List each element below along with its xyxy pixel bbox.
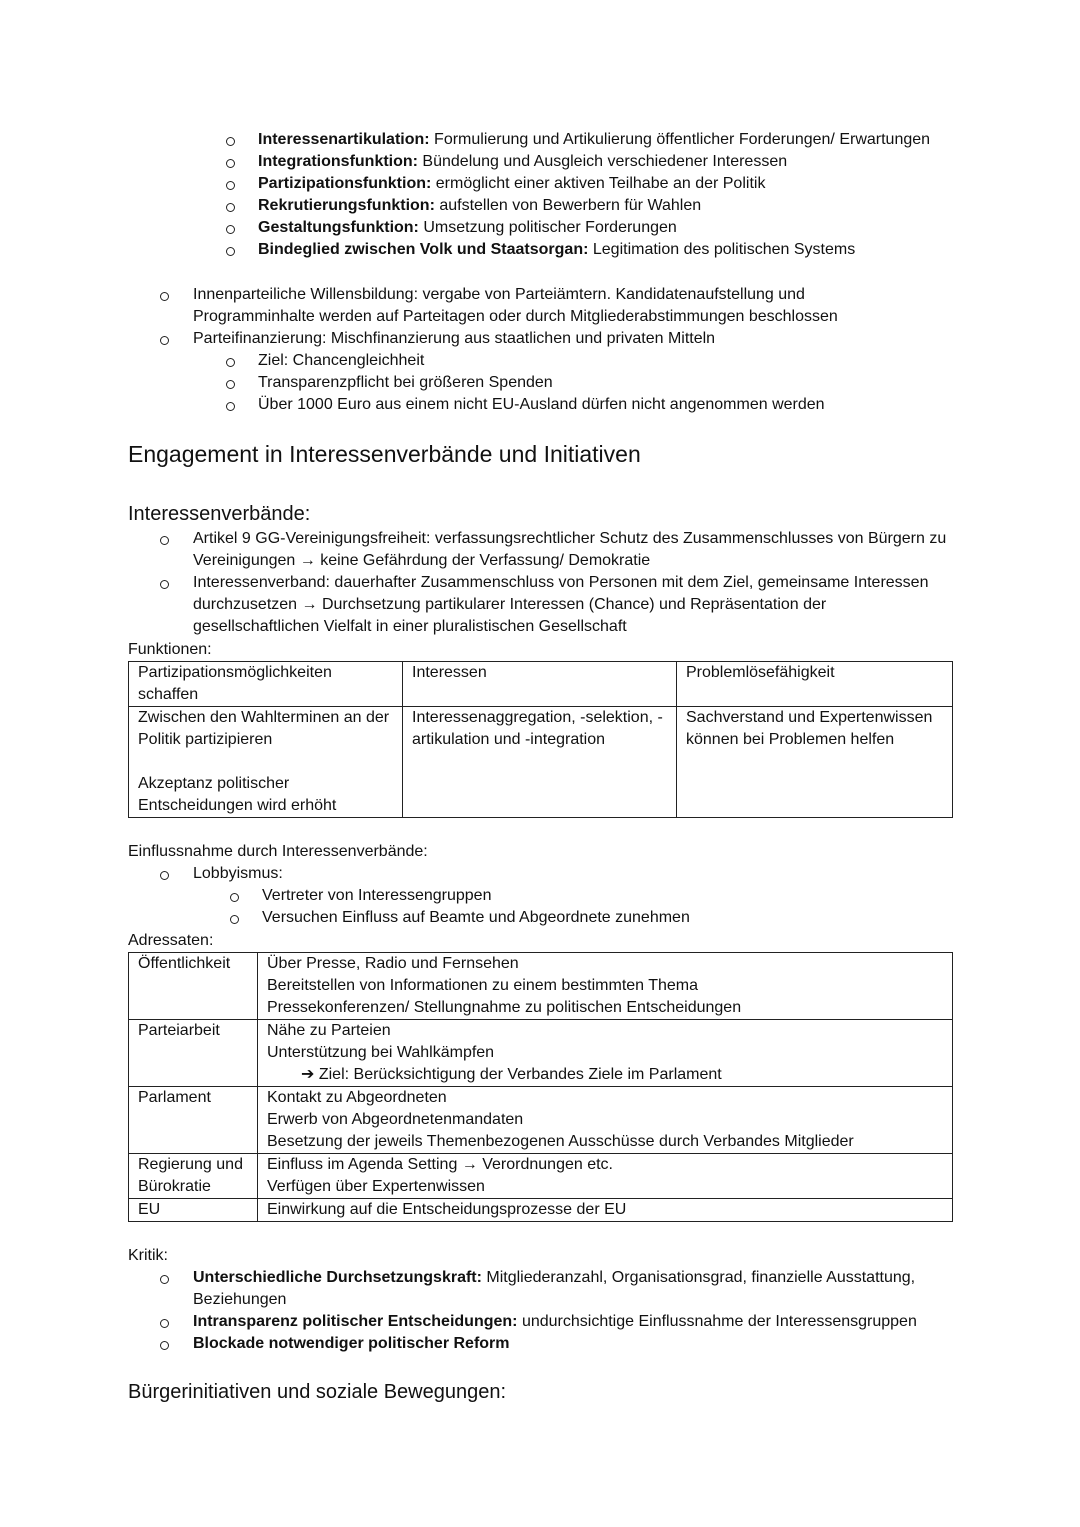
- list-item: Ziel: Chancengleichheit: [258, 350, 883, 372]
- kritik-list: [193, 1267, 953, 1355]
- list-item: Partizipationsfunktion: ermöglicht einer aktiven Teilhabe an der Politik: [258, 173, 958, 195]
- adressaten-table: [128, 952, 953, 1222]
- table-row: [129, 1199, 953, 1222]
- party-details-list: [193, 284, 883, 416]
- list-item: Unterschiedliche Durchsetzungskraft: Mitgliederanzahl, Organisationsgrad, finanzielle Ausstattung, Beziehungen: [193, 1267, 953, 1311]
- kritik-label: Kritik:: [128, 1247, 168, 1264]
- list-item: Blockade notwendiger politischer Reform: [193, 1333, 953, 1355]
- list-item: Über 1000 Euro aus einem nicht EU-Ausland dürfen nicht angenommen werden: [258, 394, 883, 416]
- table-cell: Parlament: [129, 1087, 258, 1154]
- bullet-icon: [230, 893, 239, 902]
- table-cell: Sachverstand und Expertenwissen können bei Problemen helfen: [677, 707, 953, 818]
- bullet-icon: [160, 536, 169, 545]
- list-item: Interessenartikulation: Formulierung und Artikulierung öffentlicher Forderungen/ Erwartungen: [258, 129, 958, 151]
- bullet-icon: [226, 203, 235, 212]
- bullet-icon: [160, 580, 169, 589]
- table-cell: Problemlösefähigkeit: [677, 662, 953, 707]
- bullet-icon: [160, 1275, 169, 1284]
- list-item: Intransparenz politischer Entscheidungen: undurchsichtige Einflussnahme der Interessensgruppen: [193, 1311, 953, 1333]
- table-row: [129, 1154, 953, 1199]
- section-title: Engagement in Interessenverbände und Initiativen: [128, 441, 641, 467]
- einfluss-label: Einflussnahme durch Interessenverbände:: [128, 843, 428, 860]
- list-item: Innenparteiliche Willensbildung: vergabe von Parteiämtern. Kandidatenaufstellung und Programminhalte werden auf Parteitagen oder durch Mitgliederabstimmungen beschlossen: [193, 284, 883, 328]
- table-cell: Öffentlichkeit: [129, 953, 258, 1020]
- bullet-icon: [160, 336, 169, 345]
- table-cell: Nähe zu Parteien Unterstützung bei Wahlkämpfen ➔ Ziel: Berücksichtigung der Verbandes Ziele im Parlament: [258, 1020, 953, 1087]
- list-item: Rekrutierungsfunktion: aufstellen von Bewerbern für Wahlen: [258, 195, 958, 217]
- table-cell: Interessen: [403, 662, 677, 707]
- table-row: [129, 953, 953, 1020]
- table-cell: EU: [129, 1199, 258, 1222]
- list-item: Vertreter von Interessengruppen: [262, 885, 953, 907]
- table-cell: Regierung und Bürokratie: [129, 1154, 258, 1199]
- list-item: Gestaltungsfunktion: Umsetzung politischer Forderungen: [258, 217, 958, 239]
- list-item: Transparenzpflicht bei größeren Spenden: [258, 372, 883, 394]
- table-row: [129, 1020, 953, 1087]
- table-cell: Interessenaggregation, -selektion, -artikulation und -integration: [403, 707, 677, 818]
- table-cell: Einfluss im Agenda Setting → Verordnungen etc. Verfügen über Expertenwissen: [258, 1154, 953, 1199]
- bullet-icon: [226, 159, 235, 168]
- bullet-icon: [230, 915, 239, 924]
- einfluss-list: [193, 863, 953, 929]
- table-cell: Parteiarbeit: [129, 1020, 258, 1087]
- subsection-heading: Interessenverbände:: [128, 503, 311, 525]
- verbaende-list: [193, 528, 953, 638]
- party-functions-list: [258, 129, 958, 261]
- bullet-icon: [226, 181, 235, 190]
- bullet-icon: [160, 292, 169, 301]
- subsection-heading: Bürgerinitiativen und soziale Bewegungen:: [128, 1381, 507, 1403]
- bullet-icon: [226, 402, 235, 411]
- bullet-icon: [226, 380, 235, 389]
- list-item: Bindeglied zwischen Volk und Staatsorgan: Legitimation des politischen Systems: [258, 239, 958, 261]
- bullet-icon: [160, 1341, 169, 1350]
- funktionen-table: [128, 661, 953, 818]
- arrow-right-icon: →: [301, 596, 318, 613]
- table-cell: Zwischen den Wahlterminen an der Politik partizipieren Akzeptanz politischer Entscheidungen wird erhöht: [129, 707, 403, 818]
- list-item: Versuchen Einfluss auf Beamte und Abgeordnete zunehmen: [262, 907, 953, 929]
- table-cell: Partizipationsmöglichkeiten schaffen: [129, 662, 403, 707]
- bullet-icon: [226, 247, 235, 256]
- financing-sublist: [193, 350, 883, 416]
- table-cell: Kontakt zu Abgeordneten Erwerb von Abgeordnetenmandaten Besetzung der jeweils Themenbezogenen Ausschüsse durch Verbandes Mitglieder: [258, 1087, 953, 1154]
- list-item: Lobbyismus: Vertreter von Interessengruppen Versuchen Einfluss auf Beamte und Abgeordnete zunehmen: [193, 863, 953, 929]
- table-row: [129, 1087, 953, 1154]
- bullet-icon: [226, 358, 235, 367]
- bullet-icon: [160, 1319, 169, 1328]
- bullet-icon: [160, 871, 169, 880]
- list-item: Integrationsfunktion: Bündelung und Ausgleich verschiedener Interessen: [258, 151, 958, 173]
- lobbyismus-sublist: [193, 885, 953, 929]
- table-row: [129, 707, 953, 818]
- arrow-right-icon: →: [461, 1156, 478, 1173]
- list-item: Interessenverband: dauerhafter Zusammenschluss von Personen mit dem Ziel, gemeinsame Interessen durchzusetzen → Durchsetzung partikularer Interessen (Chance) und Repräsentation der gesellschaftlichen Vielfalt in einer pluralistischen Gesellschaft: [193, 572, 953, 638]
- table-header-row: [129, 662, 953, 707]
- table-cell: Einwirkung auf die Entscheidungsprozesse der EU: [258, 1199, 953, 1222]
- adressaten-label: Adressaten:: [128, 932, 214, 949]
- list-item: Parteifinanzierung: Mischfinanzierung aus staatlichen und privaten Mitteln Ziel: Chancengleichheit Transparenzpflicht bei größeren Spenden Über 1000 Euro aus einem nicht EU-Ausland dürfen nicht angenommen werden: [193, 328, 883, 416]
- goal-line: ➔ Ziel: Berücksichtigung der Verbandes Ziele im Parlament: [301, 1066, 722, 1083]
- table-cell: Über Presse, Radio und Fernsehen Bereitstellen von Informationen zu einem bestimmten Thema Pressekonferenzen/ Stellungnahme zu politischen Entscheidungen: [258, 953, 953, 1020]
- funktionen-label: Funktionen:: [128, 641, 212, 658]
- arrow-right-icon: →: [299, 552, 316, 569]
- bullet-icon: [226, 137, 235, 146]
- arrow-icon: ➔: [301, 1066, 315, 1083]
- list-item: Artikel 9 GG-Vereinigungsfreiheit: verfassungsrechtlicher Schutz des Zusammenschlusses von Bürgern zu Vereinigungen → keine Gefährdung der Verfassung/ Demokratie: [193, 528, 953, 572]
- bullet-icon: [226, 225, 235, 234]
